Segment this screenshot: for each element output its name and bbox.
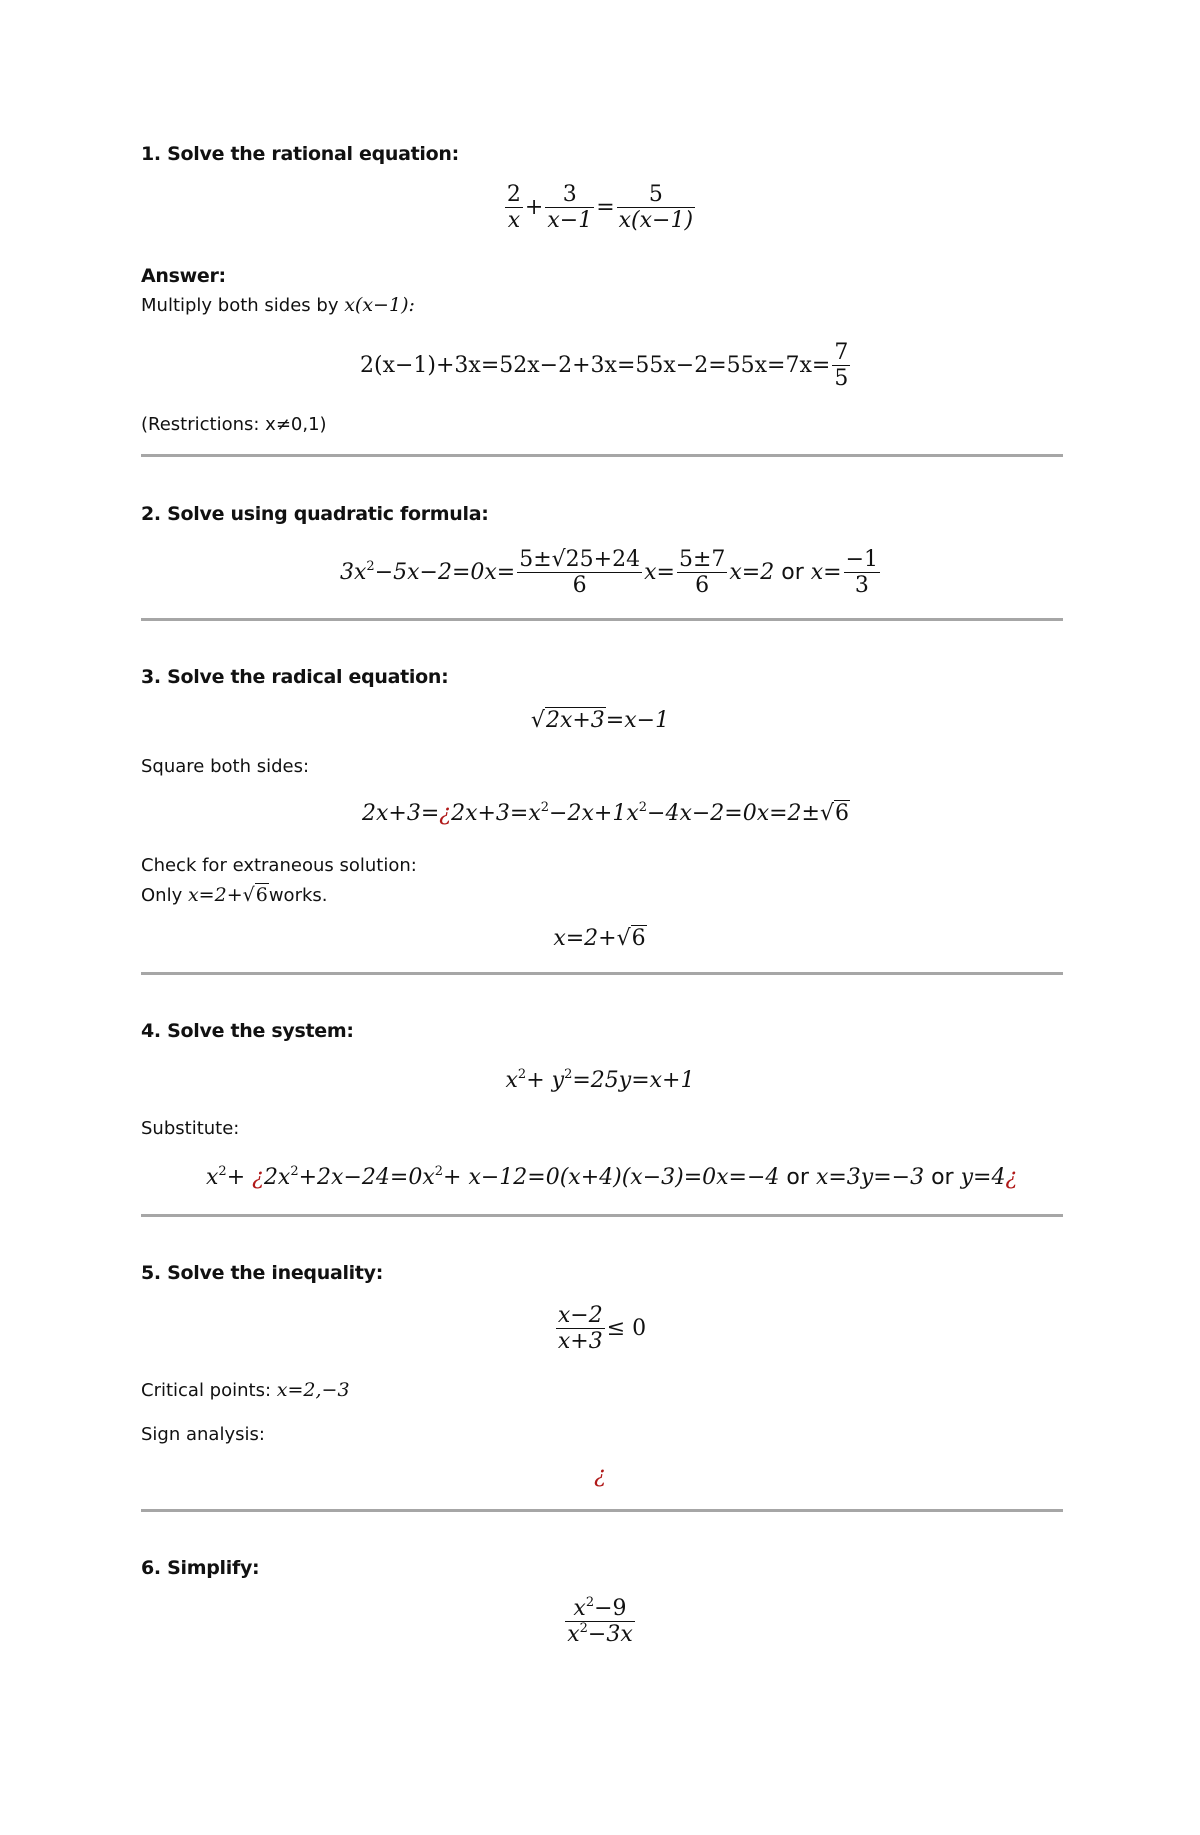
s2-work [340,547,882,599]
divider-5 [141,1509,1063,1512]
s4-sub-c: 2x [263,1165,291,1190]
s1-step-expr: x(x−1): [344,294,415,316]
s6-den-b: −3x [587,1622,633,1648]
s3-work [362,800,850,826]
s4-x: x [505,1068,518,1093]
s3-sqrt-sign-2: √ [820,801,835,826]
s6-den-a: x [567,1622,580,1648]
s3-square-text: Square both sides: [141,756,310,777]
section-4-heading: 4. Solve the system: [141,1020,354,1042]
s4-squared-5: 2 [434,1164,444,1179]
s3-final [0,926,1200,951]
s6-expression [0,1596,1200,1648]
s6-num-a: x [573,1596,586,1621]
s3-radicand: 2x+3 [545,708,605,733]
s3-sq-right: −4x−2=0x=2± [647,801,820,826]
s3-squared-1: 2 [540,800,550,815]
s1-equation: $\frac{2}{x}$ + $\frac{3}{x-1}$ = $\frac{5}{x(x-1)}$ [506,182,694,234]
s3-sqrt-sign-4: √ [616,926,631,951]
s5-ineq-den: x+3 [557,1329,603,1355]
section-6-heading: 6. Simplify: [141,1557,260,1579]
s4-broken-glyph-2: ¿ [1005,1165,1018,1190]
s2-frac1-num: 5±√25+24 [519,547,641,572]
s1-step [141,294,415,316]
s3-squared-2: 2 [638,800,648,815]
s4-work [206,1164,1017,1190]
s4-sub-f: x=3y=−3 [815,1165,925,1190]
s5-sign-label: Sign analysis: [141,1424,265,1445]
s4-substitute-text: Substitute: [141,1118,240,1139]
s3-sq-root: 6 [835,801,850,826]
s4-plus-y: + y [526,1068,565,1093]
divider-4 [141,1214,1063,1217]
s5-sign-result [0,1463,1200,1488]
s1-work-prefix: 2(x−1)+3x=52x−2+3x=55x−2=55x=7x= [360,352,831,378]
s4-squared-1: 2 [517,1067,527,1082]
s6-squared-1: 2 [585,1595,595,1610]
s3-radical-equation [0,708,1200,733]
s3-final-root: 6 [631,926,646,951]
s4-sub-a: x [206,1165,219,1190]
s3-check-text: Check for extraneous solution: [141,855,417,876]
s2-frac2-num: 5±7 [678,547,726,572]
section-1-heading: 1. Solve the rational equation: [141,143,459,165]
s5-critical-line [141,1379,350,1401]
s4-sub-g: y=4 [960,1165,1006,1190]
s2-frac3-den: 3 [854,573,869,599]
s1-work-num: 7 [834,340,849,365]
s4-sub-b: + [226,1165,253,1190]
section-3-heading: 3. Solve the radical equation: [141,666,449,688]
s3-only-root: 6 [255,884,268,906]
s4-broken-glyph-1: ¿ [252,1165,264,1190]
s5-critical-expr: x=2,−3 [276,1379,350,1401]
s2-squared: 2 [366,558,375,574]
divider-1 [141,454,1063,457]
s4-squared-4: 2 [290,1164,299,1179]
s3-radical-rhs: =x−1 [605,708,670,733]
section-2-heading: 2. Solve using quadratic formula: [141,503,489,525]
s2-frac2-den: 6 [695,573,710,599]
s1-work [360,340,852,392]
s4-or-2: or [931,1165,954,1190]
s2-mid: x= [644,559,675,585]
s5-ineq-num: x−2 [557,1303,603,1328]
s4-system [0,1067,1200,1093]
answer-label: Answer: [141,265,226,287]
s2-frac3-num: −1 [845,547,879,572]
s2-tail2: x= [810,559,842,585]
s2-frac1-den: 6 [572,573,587,599]
section-5-heading: 5. Solve the inequality: [141,1262,384,1284]
s5-ineq-rhs: ≤ 0 [606,1315,647,1341]
s3-final-expr: x=2+ [553,926,617,951]
s2-eq-lead: 3x [340,559,367,585]
s3-broken-glyph: ¿ [439,801,452,826]
s4-rest: =25y=x+1 [572,1068,695,1093]
s1-work-den: 5 [834,366,849,392]
divider-2 [141,618,1063,621]
s1-step-text: Multiply both sides by [141,295,339,316]
s3-sq-mid: 2x+3=x [451,801,541,826]
s4-squared-2: 2 [564,1067,573,1082]
s4-squared-3: 2 [218,1164,227,1179]
s4-or-1: or [786,1165,809,1190]
s5-broken-glyph: ¿ [594,1463,606,1488]
s3-sq-mid2: −2x+1x [549,801,639,826]
s1-restrictions: (Restrictions: x≠0,1) [141,414,327,435]
s3-only-text: Only [141,885,183,906]
s2-eq-rest: −5x−2=0x= [374,559,516,585]
s3-sqrt-sign: √ [530,708,545,733]
s5-inequality [0,1303,1200,1355]
s2-tail: x=2 [729,559,775,585]
s3-works-text: works. [268,885,328,906]
s2-or: or [781,559,804,585]
s3-sqrt-sign-3: √ [242,884,255,906]
s4-sub-e: + x−12=0(x+4)(x−3)=0x=−4 [443,1165,780,1190]
s5-critical-label: Critical points: [141,1380,272,1401]
s3-only-line [141,884,328,906]
s6-squared-2: 2 [579,1621,588,1637]
divider-3 [141,972,1063,975]
s3-sq-left: 2x+3= [362,801,440,826]
s4-sub-d: +2x−24=0x [298,1165,435,1190]
s3-only-expr: x=2+ [187,884,243,906]
s6-num-b: −9 [594,1596,627,1621]
